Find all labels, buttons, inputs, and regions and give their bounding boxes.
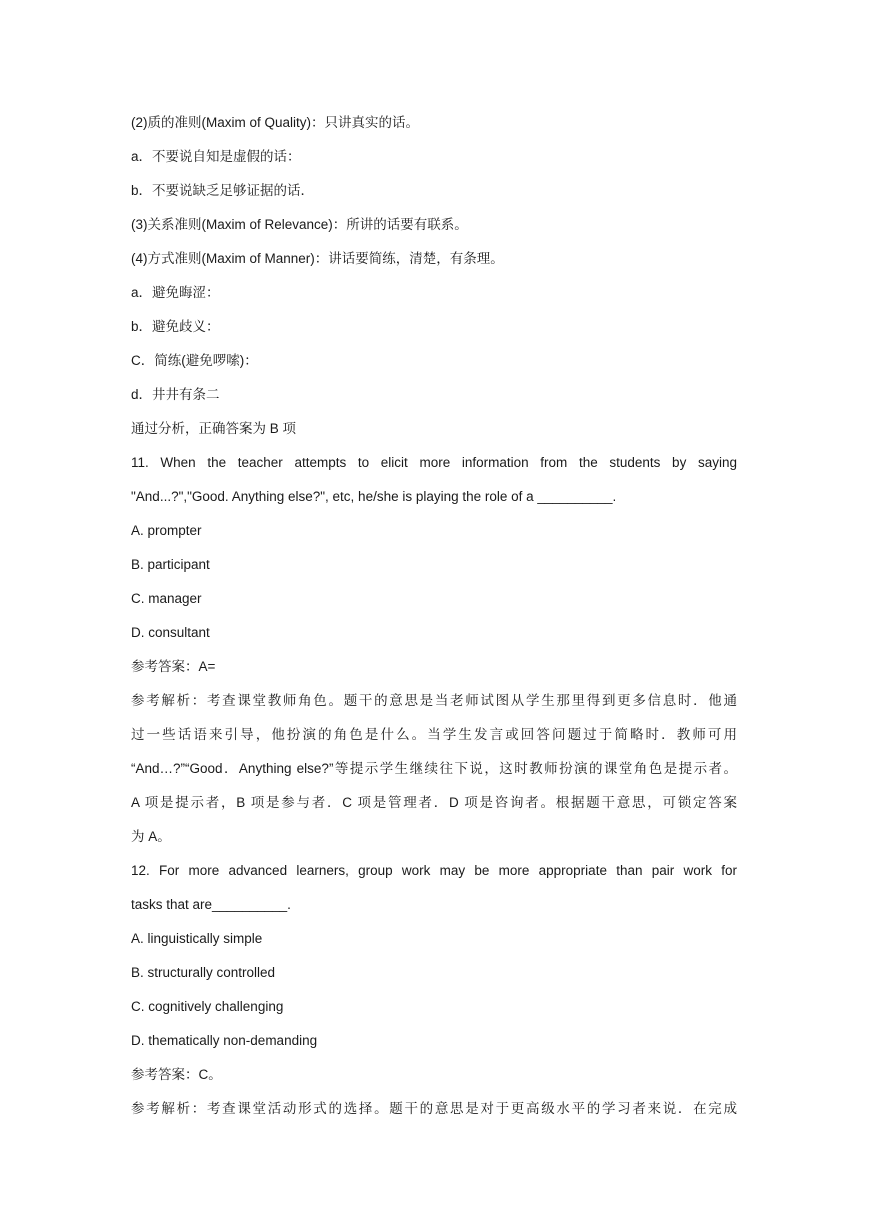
document-page [131,106,737,1126]
question-11-option-c: C. manager [131,591,202,606]
question-11-answer: 参考答案：A= [131,659,216,674]
question-11-explanation-line-3: “And…?”“Good．Anything else?”等提示学生继续往下说，这时教师扮演的课堂角色是提示者。 [131,761,737,776]
question-11-option-a: A. prompter [131,523,202,538]
text-line-manner-c: C．简练(避免啰嗦)： [131,353,258,368]
text-line-maxim-quality: (2)质的准则(Maxim of Quality)：只讲真实的话。 [131,115,420,130]
question-12-option-c: C. cognitively challenging [131,999,284,1014]
question-12-option-a: A. linguistically simple [131,931,263,946]
question-12-option-d: D. thematically non-demanding [131,1033,318,1048]
question-11-option-d: D. consultant [131,625,210,640]
question-12-stem-line-2: tasks that are__________. [131,897,291,912]
question-12-option-b: B. structurally controlled [131,965,276,980]
question-11-explanation-line-5: 为 A。 [131,829,171,844]
text-line-manner-b: b．避免歧义： [131,319,220,334]
question-12-explanation-line-1: 参考解析：考查课堂活动形式的选择。题干的意思是对于更高级水平的学习者来说．在完成 [131,1101,737,1116]
question-12-stem-line-1: 12. For more advanced learners, group work may be more appropriate than pair work for [131,863,737,878]
question-11-stem-line-2: "And...?","Good. Anything else?", etc, he/she is playing the role of a __________. [131,489,617,504]
question-11-explanation-line-2: 过一些话语来引导，他扮演的角色是什么。当学生发言或回答问题过于简略时．教师可用 [131,727,737,742]
text-line-maxim-manner: (4)方式准则(Maxim of Manner)：讲话要简练，清楚，有条理。 [131,251,504,266]
text-line-quality-b: b．不要说缺乏足够证据的话． [131,183,315,198]
text-line-quality-a: a．不要说自知是虚假的话： [131,149,301,164]
question-11-stem-line-1: 11. When the teacher attempts to elicit more information from the students by saying [131,455,737,470]
text-line-manner-a: a．避免晦涩： [131,285,220,300]
question-11-explanation-line-1: 参考解析：考查课堂教师角色。题干的意思是当老师试图从学生那里得到更多信息时．他通 [131,693,737,708]
question-11-explanation-line-4: A 项是提示者，B 项是参与者．C 项是管理者．D 项是咨询者。根据题干意思，可锁定答案 [131,795,737,810]
text-line-maxim-relevance: (3)关系准则(Maxim of Relevance)：所讲的话要有联系。 [131,217,468,232]
text-line-manner-d: d．井井有条二 [131,387,220,402]
text-line-conclusion: 通过分析，正确答案为 B 项 [131,421,297,436]
question-12-answer: 参考答案：C。 [131,1067,222,1082]
question-11-option-b: B. participant [131,557,210,572]
